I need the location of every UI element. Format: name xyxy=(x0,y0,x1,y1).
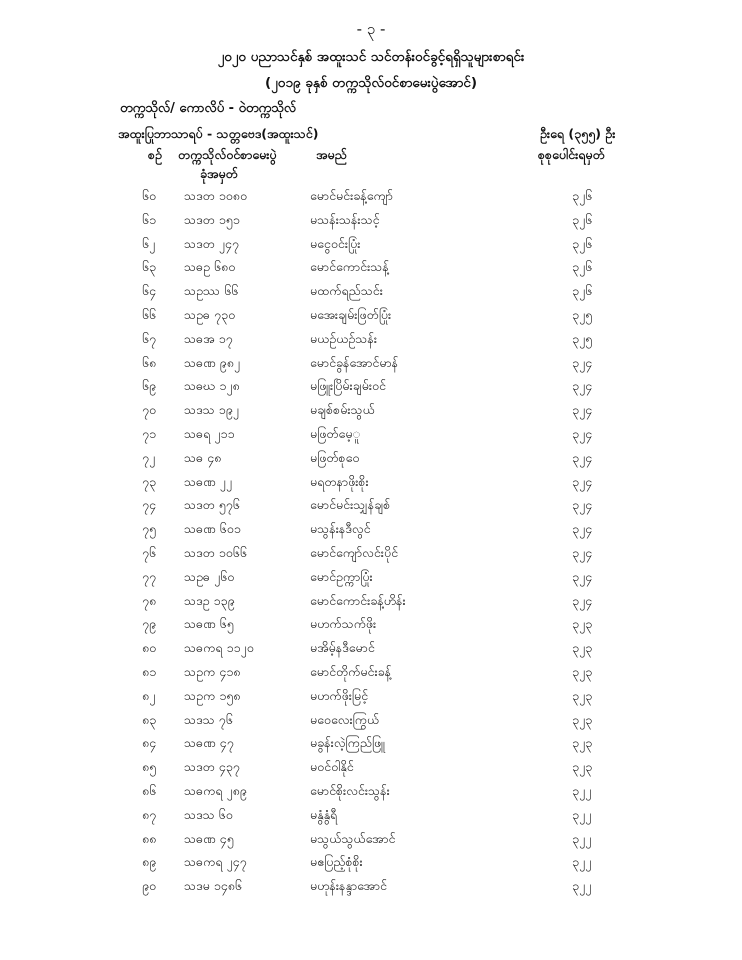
table-row xyxy=(0,331,742,355)
student-name: မောင်မင်းသျှန်ချစ် xyxy=(310,497,391,513)
table-row xyxy=(0,426,742,450)
student-name: မဟက်သက်ဖိုး xyxy=(310,616,377,632)
roll-number: သဥဓ ၇၃၀ xyxy=(184,306,236,322)
total-score: ၃၂၄ xyxy=(572,568,593,584)
row-number: ၇၄ xyxy=(142,497,157,513)
total-score: ၃၂၄ xyxy=(572,473,593,489)
roll-number: သဓဃ ၁၂၈ xyxy=(184,378,240,394)
roll-number: သဓဏ ၄၇ xyxy=(184,735,234,751)
roll-number: သဓဏ ၂၂ xyxy=(184,473,232,489)
roll-number: သဥက ၄၁၈ xyxy=(184,663,241,679)
table-row xyxy=(0,378,742,402)
table-row xyxy=(0,212,742,236)
row-number: ၆၀ xyxy=(142,188,157,203)
row-number: ၇၀ xyxy=(142,402,157,418)
roll-number: သဥဓ ၂၆၀ xyxy=(184,568,235,584)
total-score: ၃၂၆ xyxy=(572,283,593,299)
student-name: မောင်စိုးလင်းသွန်း xyxy=(310,782,390,798)
table-row xyxy=(0,474,742,498)
roll-number: သဒတ ၁၅၁ xyxy=(184,211,240,227)
table-row xyxy=(0,521,742,545)
table-row xyxy=(0,688,742,712)
student-name: မဟက်ဖိုးမြင့် xyxy=(310,687,369,703)
table-row xyxy=(0,831,742,855)
total-score: ၃၂၃ xyxy=(572,663,593,679)
page-number: - ၃ - xyxy=(356,20,386,38)
table-row xyxy=(0,545,742,569)
table-row xyxy=(0,807,742,831)
row-number: ၈၉ xyxy=(142,854,157,870)
row-number: ၈၁ xyxy=(142,663,157,679)
student-name: မဝင်ဝါနိုင် xyxy=(310,759,354,775)
roll-number: သဓကရ ၂၈၉ xyxy=(184,782,247,798)
row-number: ၆၁ xyxy=(142,211,157,227)
subject-line: အထူးပြုဘာသာရပ် - သတ္တဗေဒ(အထူးသင်) xyxy=(118,126,319,141)
student-name: မောင်တိုက်မင်းခန့် xyxy=(310,663,392,679)
table-row xyxy=(0,188,742,212)
total-score: ၃၂၄ xyxy=(572,592,593,608)
roll-number: သဓဏ ၆၅ xyxy=(184,616,234,632)
total-score: ၃၂၂ xyxy=(572,806,592,822)
roll-number: သဒသ ၇၆ xyxy=(184,711,233,727)
col-header-roll: တက္ကသိုလ်ဝင်စာမေးပွဲ xyxy=(178,147,277,162)
total-score: ၃၂၄ xyxy=(572,378,593,394)
student-name: မဟုန်းနန္ဒာအောင် xyxy=(310,878,387,894)
table-row xyxy=(0,735,742,759)
total-count: ဦးရေ (၃၅၅) ဦး xyxy=(540,126,616,141)
total-score: ၃၂၄ xyxy=(572,544,593,560)
total-score: ၃၂၅ xyxy=(572,306,593,322)
roll-number: သဒသ ၆၀ xyxy=(184,806,233,822)
student-name: မသွန်းနဒီလွင် xyxy=(310,521,371,537)
col-header-no: စဉ် xyxy=(148,147,162,162)
row-number: ၈၀ xyxy=(142,640,157,656)
total-score: ၃၂၄ xyxy=(572,449,593,465)
row-number: ၇၈ xyxy=(142,592,157,608)
row-number: ၆၄ xyxy=(142,283,157,299)
row-number: ၈၈ xyxy=(142,830,157,846)
table-row xyxy=(0,759,742,783)
student-name: မခွန်းလဲ့ကြည်ဖြူ xyxy=(310,735,385,751)
roll-number: သဥက ၁၅၈ xyxy=(184,687,241,703)
student-name: မောင်ကောင်းခန့်ဟိန်း xyxy=(310,592,406,608)
table-row xyxy=(0,640,742,664)
total-score: ၃၂၄ xyxy=(572,402,593,418)
student-name: မငွေဝင်းပြုံး xyxy=(310,235,361,251)
row-number: ၆၈ xyxy=(142,354,157,370)
roll-number: သဒမ ၁၄၈၆ xyxy=(184,878,242,894)
total-score: ၃၂၂ xyxy=(572,854,592,870)
roll-number: သဒတ ၅၇၆ xyxy=(184,497,240,513)
student-name: မောင်ကျော်လင်းပိုင် xyxy=(310,544,399,560)
col-header-name: အမည် xyxy=(316,147,347,162)
row-number: ၈၄ xyxy=(142,735,157,751)
roll-number: သဓအ ၁၇ xyxy=(184,330,233,346)
student-name: မဧပြည့်စုံစိုး xyxy=(310,854,363,870)
table-row xyxy=(0,307,742,331)
table-row xyxy=(0,450,742,474)
table-row xyxy=(0,355,742,379)
table-row xyxy=(0,283,742,307)
roll-number: သဒတ ၁၀၆၆ xyxy=(184,544,247,560)
row-number: ၇၇ xyxy=(142,568,157,584)
roll-number: သဒဥ ၁၃၉ xyxy=(184,592,235,608)
table-row xyxy=(0,616,742,640)
row-number: ၆၇ xyxy=(142,330,157,346)
total-score: ၃၂၆ xyxy=(572,235,593,251)
total-score: ၃၂၆ xyxy=(572,188,593,203)
roll-number: သဥဿ ၆၆ xyxy=(184,283,239,299)
table-row xyxy=(0,854,742,878)
roll-number: သဒသ ၁၉၂ xyxy=(184,402,239,418)
student-name: မောင်ခွန်အောင်မာန် xyxy=(310,354,399,370)
row-number: ၆၆ xyxy=(142,306,157,322)
table-row xyxy=(0,402,742,426)
row-number: ၇၅ xyxy=(142,521,157,537)
total-score: ၃၂၃ xyxy=(572,687,593,703)
total-score: ၃၂၄ xyxy=(572,425,593,441)
roll-number: သဒတ ၂၄၇ xyxy=(184,235,239,251)
total-score: ၃၂၃ xyxy=(572,711,593,727)
student-name: မဖြတ်စုဝေ xyxy=(310,449,360,465)
student-name: မနွံနွံရီ xyxy=(310,806,338,822)
student-name: မဖြတ်မေ့ူ xyxy=(310,425,361,441)
student-name: မချစ်စမ်းသွယ် xyxy=(310,402,375,418)
table-row xyxy=(0,878,742,902)
table-row xyxy=(0,783,742,807)
row-number: ၈၅ xyxy=(142,759,157,775)
roll-number: သဓကရ ၁၁၂၀ xyxy=(184,640,254,656)
roll-number: သဓဏ ၉၈၂ xyxy=(184,354,240,370)
results-table xyxy=(0,188,742,902)
row-number: ၇၃ xyxy=(142,473,157,489)
student-name: မဝေလေးကြွယ် xyxy=(310,711,380,727)
roll-number: သဓ ၄၈ xyxy=(184,449,222,465)
table-row xyxy=(0,259,742,283)
row-number: ၇၉ xyxy=(142,616,157,632)
row-number: ၈၆ xyxy=(142,782,157,798)
student-name: မသွယ်သွယ်အောင် xyxy=(310,830,396,846)
university-line: တက္ကသိုလ်/ ကောလိပ် - ဝဲတက္ကသိုလ် xyxy=(120,101,297,116)
roll-number: သဓကရ ၂၄၇ xyxy=(184,854,247,870)
row-number: ၇၆ xyxy=(142,544,157,560)
table-row xyxy=(0,569,742,593)
total-score: ၃၂၂ xyxy=(572,782,592,798)
total-score: ၃၂၄ xyxy=(572,521,593,537)
roll-number: သဓဥ ၆၈၀ xyxy=(184,259,236,275)
total-score: ၃၂၅ xyxy=(572,330,593,346)
student-name: မောင်ကောင်းသန့် xyxy=(310,259,389,275)
row-number: ၈၂ xyxy=(142,687,156,703)
total-score: ၃၂၄ xyxy=(572,497,593,513)
row-number: ၈၇ xyxy=(142,806,157,822)
student-name: မအိမ့်နဒီမောင် xyxy=(310,640,375,656)
total-score: ၃၂၃ xyxy=(572,759,593,775)
total-score: ၃၂၆ xyxy=(572,211,593,227)
student-name: မအေးချမ်းဖြတ်ပြုံး xyxy=(310,306,392,322)
table-row xyxy=(0,236,742,260)
total-score: ၃၂၄ xyxy=(572,354,593,370)
row-number: ၈၃ xyxy=(142,711,157,727)
document-subtitle: (၂၀၁၉ ခုနှစ် တက္ကသိုလ်ဝင်စာမေးပွဲအောင်) xyxy=(265,75,477,91)
table-row xyxy=(0,497,742,521)
col-header-score: စုစုပေါင်းရမှတ် xyxy=(538,147,605,162)
row-number: ၆၃ xyxy=(142,259,157,275)
document-title: ၂၀၂၀ ပညာသင်နှစ် အထူးသင် သင်တန်းဝင်ခွင့်ရရှိသူများစာရင်း xyxy=(217,49,525,65)
total-score: ၃၂၃ xyxy=(572,735,593,751)
total-score: ၃၂၂ xyxy=(572,830,592,846)
student-name: မောင်မင်းခန့်ကျော် xyxy=(310,188,393,203)
student-name: မရတနာဖိုးစိုး xyxy=(310,473,369,489)
total-score: ၃၂၃ xyxy=(572,616,593,632)
total-score: ၃၂၃ xyxy=(572,640,593,656)
row-number: ၇၁ xyxy=(142,425,157,441)
student-name: မသန်းသန်းသင့် xyxy=(310,211,380,227)
row-number: ၇၂ xyxy=(142,449,156,465)
total-score: ၃၂၆ xyxy=(572,259,593,275)
roll-number: သဓဏ ၆၀၁ xyxy=(184,521,241,537)
table-row xyxy=(0,664,742,688)
student-name: မောင်ဥက္ကာပြုံး xyxy=(310,568,373,584)
table-row xyxy=(0,712,742,736)
roll-number: သဓရ ၂၁၁ xyxy=(184,425,235,441)
roll-number: သဒတ ၄၃၇ xyxy=(184,759,240,775)
roll-number: သဒတ ၁၀၈၀ xyxy=(184,188,247,203)
row-number: ၉၀ xyxy=(142,878,157,894)
col-header-roll-2: ခုံအမှတ် xyxy=(200,166,238,181)
student-name: မယဉ်ယဉ်သန်း xyxy=(310,330,378,346)
student-name: မထက်ရည်သင်း xyxy=(310,283,383,299)
row-number: ၆၉ xyxy=(142,378,157,394)
student-name: မဖြူးပြိမ်းချမ်းဝင် xyxy=(310,378,386,394)
table-row xyxy=(0,593,742,617)
roll-number: သဓဏ ၄၅ xyxy=(184,830,234,846)
total-score: ၃၂၂ xyxy=(572,878,592,894)
row-number: ၆၂ xyxy=(142,235,156,251)
